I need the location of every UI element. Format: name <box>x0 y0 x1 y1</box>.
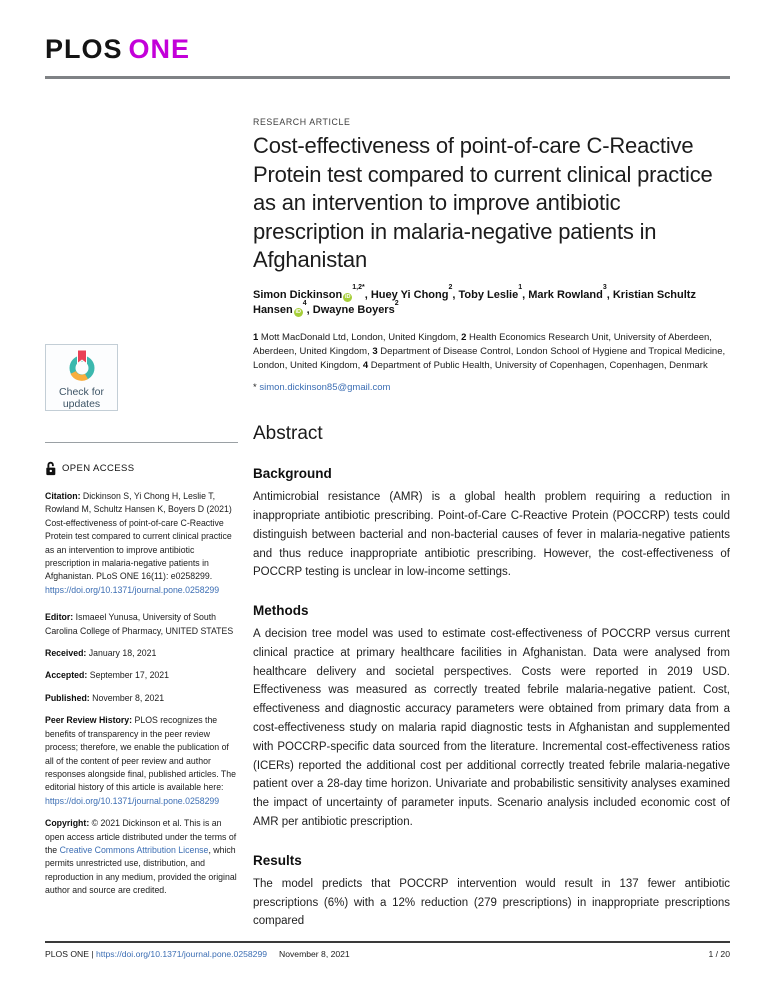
peer-review-label: Peer Review History: <box>45 715 133 726</box>
author-superscript: 3 <box>602 284 607 292</box>
article-type-label: RESEARCH ARTICLE <box>253 117 351 127</box>
check-for-updates-label-line1: Check for <box>59 386 104 398</box>
author-superscript: 1 <box>518 284 523 292</box>
citation-paragraph <box>45 490 238 597</box>
affiliation-number: 3 <box>372 345 378 357</box>
author <box>528 284 613 301</box>
footer-journal-name: PLOS ONE <box>45 949 92 959</box>
accepted-paragraph <box>45 669 238 682</box>
abstract-heading: Abstract <box>253 423 323 445</box>
received-date: January 18, 2021 <box>86 648 157 659</box>
open-access-row <box>45 461 238 476</box>
author <box>370 284 459 301</box>
results-heading: Results <box>253 852 302 868</box>
author-name: Toby Leslie <box>458 288 519 301</box>
peer-review-text: PLOS recognizes the benefits of transparency in the peer review process; therefore, we enable the publication of all of the content of peer review and author responses alongside final, published articles. The editorial history of this article is available here: <box>45 715 236 793</box>
author-superscript: 2 <box>448 284 453 292</box>
methods-heading: Methods <box>253 603 309 619</box>
header-divider <box>45 76 730 79</box>
author-name: Mark Rowland <box>528 288 603 301</box>
author-separator: , <box>522 288 529 301</box>
author <box>458 284 529 301</box>
check-for-updates-badge[interactable] <box>45 344 118 411</box>
footer-divider <box>45 941 730 943</box>
author-superscript: 2 <box>394 299 399 307</box>
affiliation-number: 4 <box>362 359 369 371</box>
accepted-label: Accepted: <box>45 670 88 681</box>
sidebar-metadata <box>45 442 238 898</box>
citation-doi-link[interactable]: https://doi.org/10.1371/journal.pone.0258299 <box>45 584 220 595</box>
author-name: Simon Dickinson <box>253 288 343 301</box>
logo-plos: PLOS <box>45 34 123 64</box>
editor-label: Editor: <box>45 612 74 623</box>
author-separator: , <box>606 288 613 301</box>
methods-text: A decision tree model was used to estimate cost-effectiveness of POCCRP versus current clinical practice at primary healthcare facilities in Afghanistan. Data were analysed from healthcare delivery and societal perspectives. Costs were reported in 2019 USD. Effectiveness was measured as correctly treated febrile malaria-negative patient. Cost, effectiveness and diagnostic accuracy parameters were obtained from primary data from a cost-effectiveness study on malaria rapid diagnostic tests in Afghanistan and supplemented with POCCRP-specific data sourced from the literature. Incremental cost-effectiveness ratios (ICERs) reported the additional cost per additional correctly treated febrile malaria-negative patient over a 28-day time horizon. Univariate and probabilistic sensitivity analyses examined the impact of uncertainty of parameter inputs. Scenario analysis included economic cost of AMR per antibiotic prescription. <box>253 628 730 829</box>
footer-separator: | <box>91 949 96 959</box>
plos-one-logo <box>45 34 190 65</box>
orcid-icon[interactable] <box>343 293 352 302</box>
author <box>253 284 371 301</box>
copyright-text-after: , which permits unrestricted use, distribution, and reproduction in any medium, provided the original author and source are credited. <box>45 844 237 896</box>
author-superscript: 4 <box>302 299 307 307</box>
citation-text: Dickinson S, Yi Chong H, Leslie T, Rowland M, Schultz Hansen K, Boyers D (2021) Cost-effectiveness of point-of-care C-Reactive Protein test compared to current clinical practice as an intervention to improve antibiotic prescription in malaria-negative patients in Afghanistan. PLoS ONE 16(11): e0258299. <box>45 491 232 582</box>
author <box>312 299 399 316</box>
affiliation-text: Mott MacDonald Ltd, London, United Kingdom, <box>258 331 462 343</box>
editor-paragraph <box>45 611 238 638</box>
received-label: Received: <box>45 648 87 659</box>
open-access-padlock-icon <box>45 461 57 476</box>
author-name: Kristian Schultz Hansen <box>253 288 696 316</box>
citation-label: Citation: <box>45 491 81 501</box>
copyright-label: Copyright: <box>45 818 90 829</box>
accepted-date: September 17, 2021 <box>87 670 170 681</box>
sidebar-divider <box>45 442 238 443</box>
creative-commons-license-link[interactable]: Creative Commons Attribution License <box>59 844 209 855</box>
email-marker: * <box>253 382 260 394</box>
author-superscript: 1,2* <box>352 284 365 292</box>
footer-doi-link[interactable]: https://doi.org/10.1371/journal.pone.0258299 <box>95 949 268 959</box>
corresponding-author-row <box>253 382 730 393</box>
author-list <box>253 284 730 319</box>
published-label: Published: <box>45 692 90 703</box>
affiliation-number: 2 <box>461 331 467 343</box>
page-number: 1 / 20 <box>708 949 730 959</box>
check-for-updates-icon <box>65 349 99 381</box>
background-heading: Background <box>253 466 332 482</box>
author-name: Dwayne Boyers <box>312 304 395 316</box>
affiliations <box>253 331 730 374</box>
peer-review-doi-link[interactable]: https://doi.org/10.1371/journal.pone.0258299 <box>45 795 220 806</box>
author-separator: , <box>364 288 371 301</box>
author-name: Huey Yi Chong <box>370 288 449 301</box>
editor-text: Ismaeel Yunusa, University of South Carolina College of Pharmacy, UNITED STATES <box>45 612 234 636</box>
received-paragraph <box>45 647 238 660</box>
affiliation-text: Department of Disease Control, London School of Hygiene and Tropical Medicine, London, United Kingdom, <box>253 345 726 371</box>
copyright-paragraph <box>45 817 238 897</box>
article-main-column <box>253 117 730 931</box>
peer-review-paragraph <box>45 714 238 808</box>
logo-one: ONE <box>128 34 191 64</box>
published-paragraph <box>45 692 238 705</box>
copyright-text-before: © 2021 Dickinson et al. This is an open access article distributed under the terms of the <box>45 818 237 855</box>
footer-date: November 8, 2021 <box>279 949 350 959</box>
article-title: Cost-effectiveness of point-of-care C-Reactive Protein test compared to current clinical practice as an intervention to improve antibiotic prescription in malaria-negative patients in Afghanistan <box>253 133 713 272</box>
open-access-label: OPEN ACCESS <box>62 462 135 474</box>
orcid-icon[interactable] <box>294 308 303 317</box>
background-text: Antimicrobial resistance (AMR) is a global health problem requiring a reduction in inappropriate antibiotic prescribing. Point-of-Care C-Reactive Protein (POCCRP) tests could distinguish between bacterial and non-bacterial causes of fever in malaria-negative patients and thus reduce inappropriate antibiotic prescribing. However, the cost-effectiveness of POCCRP testing is unclear in low-income settings. <box>253 491 730 579</box>
author-separator: , <box>306 304 313 316</box>
results-text: The model predicts that POCCRP intervention would result in 137 fewer antibiotic prescriptions (6%) with a 12% reduction (279 prescriptions) in inappropriate prescriptions compared <box>253 877 730 928</box>
affiliation-text: Department of Public Health, University of Copenhagen, Copenhagen, Denmark <box>368 359 708 371</box>
check-for-updates-label-line2: updates <box>62 398 101 410</box>
published-date: November 8, 2021 <box>89 692 165 703</box>
affiliation-number: 1 <box>253 331 259 343</box>
footer <box>45 949 730 959</box>
author-separator: , <box>452 288 459 301</box>
affiliation-text: Health Economics Research Unit, University of Aberdeen, Aberdeen, United Kingdom, <box>253 331 712 357</box>
corresponding-email-link[interactable]: simon.dickinson85@gmail.com <box>259 382 391 394</box>
